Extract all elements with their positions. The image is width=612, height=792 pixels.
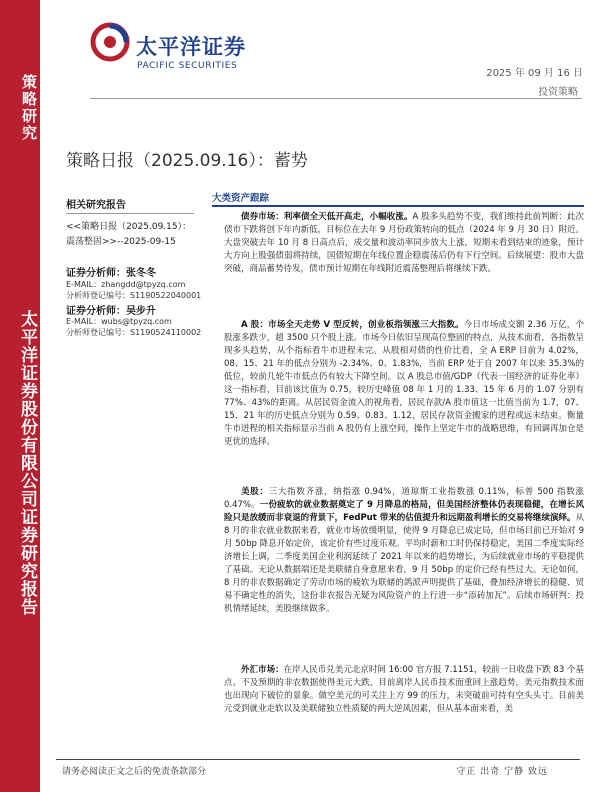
analyst-email[interactable]: E-MAIL：zhangdd@tpyzq.com <box>66 280 186 289</box>
sidebar-divider <box>66 213 194 214</box>
paragraph-a-shares <box>224 319 584 449</box>
band-top-label: 策略研究 <box>20 74 38 142</box>
related-reports-heading: 相关研究报告 <box>66 200 126 211</box>
analyst-cert: 分析师登记编号：S1190522040001 <box>66 291 202 300</box>
footer-motto: 守正 出奇 宁静 致远 <box>456 767 548 777</box>
paragraph-lead: 债券市场：利率债全天低开高走，小幅收涨。 <box>241 212 413 222</box>
paragraph-emphasis: 一份疲软的就业数据奠定了 9 月降息的格局，但美国经济整体仍表现稳健，在增长风险只是放缓而非衰退的背景下，FedPut 带来的估值提升和远期盈利增长的交易将继续演绎。 <box>224 500 584 523</box>
paragraph-body: 在岸人民币兑美元北京时间 16:00 官方报 7.1151，较前一日收盘下跌 83 个基点。不及预期的非农数据使得美元大跌，目前离岸人民币技术面重回上涨趋势，美元指数技术面也出现向下破位的景象。做空美元的可关注上方 99 的压力，未突破前可持有空头头寸。目前美元受到就业走软以及美联储独立性质疑的两大逆风因素，但从基本面来看，美 <box>224 665 584 714</box>
analyst-email[interactable]: E-MAIL：wubs@tpyzq.com <box>66 317 172 326</box>
brand-name-en: PACIFIC SECURITIES <box>137 61 238 71</box>
company-logo-icon <box>90 22 130 62</box>
paragraph-lead: A 股：市场全天走势 V 型反转，创业板指领涨三大指数。 <box>241 320 464 330</box>
analyst-cert: 分析师登记编号：S1190524110002 <box>66 328 202 337</box>
paragraph-tail: 从 8 月的非农就业数据来看，就业市场放缓明显，使得 9 月降息已成定局，但市场目前已开始对 9 月 50bp 降息开始定价，该定价有些过度乐观。平均时薪和工时仍保持稳定，美国二季度实际经济增长上调，二季度美国企业利润延续了 2021 年以来的趋势增长，为后续就业市场的平稳提供了基础。无论从数据端还是美联储自身意愿来看，9 月 50bp 的定价已经有些过大。无论如何，8 月的非农数据确定了劳动市场的疲软为联储的鸽派声明提供了基础，叠加经济增长的稳健、贸易不确定性的消失，这份非农报告无疑为风险资产的上行进一步“添砖加瓦”。后续市场研判：投机情绪延续，美股继续做多。 <box>224 513 584 614</box>
paragraph-bonds <box>224 211 584 276</box>
band-bottom-label: 太平洋证券股份有限公司证券研究报告 <box>17 310 37 616</box>
footer-disclaimer: 请务必阅读正文之后的免责条款部分 <box>62 767 207 777</box>
analyst-name: 证券分析师：张冬冬 <box>66 268 156 279</box>
paragraph-us-stocks <box>224 486 584 616</box>
section-divider <box>212 205 584 207</box>
analyst-name: 证券分析师：吴步升 <box>66 306 156 317</box>
paragraph-body: A 股多头趋势不变，我们维持此前判断：此次债市下跌将创下年内新低，目标位在去年 9 月份政策转向的低点（2024 年 9 月 30 日）附近。大盘突破去年 10 月 8 日高点后，成交量和波动率同步放大上涨，短期未看到结束的迹象，预计大方向上股强债弱将持续，国债短期在年线位置企稳震荡后仍有下行空间。后续展望：股市大盘突破，商品蓄势待发，债市预计短期在年线附近震荡整理后将继续下跌。 <box>224 212 584 274</box>
paragraph-fx <box>224 664 584 716</box>
paragraph-body: 三大指数齐涨，纳指涨 0.94%，道琼斯工业指数涨 0.11%，标普 500 指数涨 0.47%。 <box>224 487 584 510</box>
brand-name-cn: 太平洋证券 <box>136 35 246 59</box>
related-report-link[interactable]: <<策略日报（2025.09.15）：震荡整固>>--2025-09-15 <box>66 222 192 247</box>
report-type: 投资策略 <box>538 87 578 98</box>
paragraph-lead: 美股： <box>241 487 269 497</box>
page-title: 策略日报（2025.09.16）：蓄势 <box>66 151 308 171</box>
report-date: 2025 年 09 月 16 日 <box>486 68 583 79</box>
section-title: 大类资产跟踪 <box>212 193 270 204</box>
header-divider <box>90 98 582 99</box>
paragraph-lead: 外汇市场： <box>241 665 284 675</box>
paragraph-body: 今日市场成交额 2.36 万亿，个股涨多跌少，超 3500 只个股上涨。市场今日依旧呈现高位整固的特点，从技术面看，各指数呈现多头趋势，从个指标看牛市进程未完。从股相对债的性价比看，全 A ERP 目前为 4.02%，08、15、21 年的低点分别为 -2.34%、0、1.83%，当前 ERP 处于自 2007 年以来 35.3%的低位，较前几轮牛市低点仍有较大下降空间。以 A 股总市值/GDP（代表一国经济的证券化率）这一指标看，目前该比值为 0.75，较历史峰值 08 年 1 月的 1.33、15 年 6 月的 1.07 分别有 77%、43%的距离。从居民资金流入的视角看，居民存款/A 股市值这一比值当前为 1.7，07、15、21 年的历史低点分别为 0.59、0.83、1.12，居民存款资金搬家的进程或远未结束。衡量牛市进程的相关指标显示当前 A 股仍有上涨空间，操作上坚定牛市的战略思维，有回调再加仓是更优的选择。 <box>224 320 584 447</box>
footer-divider <box>56 759 580 760</box>
